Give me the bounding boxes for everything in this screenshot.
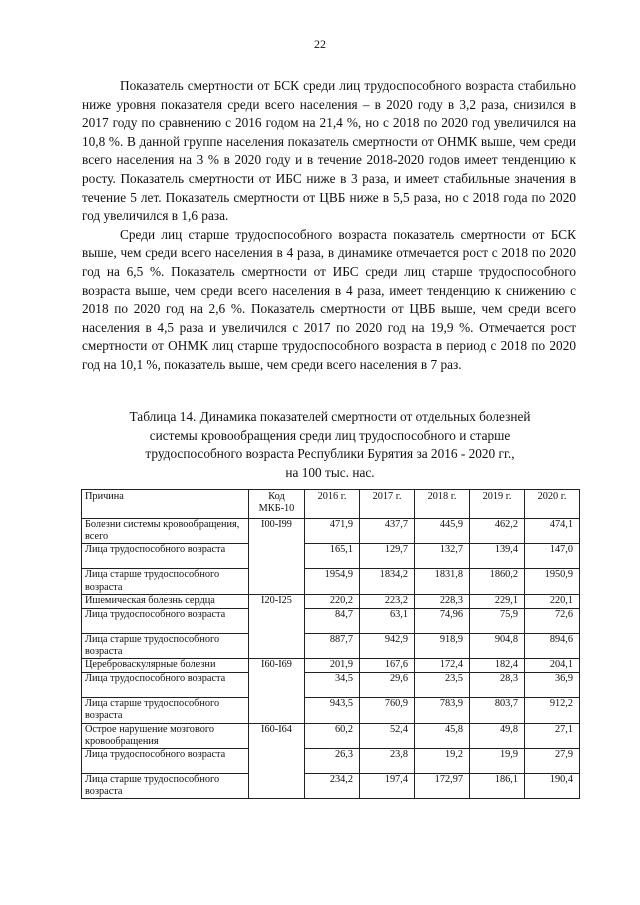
cell-value: 445,9 (415, 519, 470, 544)
table-row (82, 633, 580, 658)
cell-cause: Острое нарушение мозгового кровообращения (82, 723, 249, 748)
cell-value: 1834,2 (360, 569, 415, 594)
page-number: 22 (314, 37, 326, 51)
table-body (82, 519, 580, 799)
paragraph-2: Среди лиц старше трудоспособного возраста показатель смертности от БСК выше, чем среди всего населения в 4 раза, в динамике отмечается рост с 2018 по 2020 год на 6,5 %. Показатель смертности от ИБС среди лиц старше трудоспособного возраста выше, чем среди всего населения в 4 раза, имеет тенденцию к снижению с 2018 по 2020 год на 2,6 %. Показатель смертности от ЦВБ выше, чем среди всего населения в 4,5 раза и увеличился с 2017 по 2020 год на 19,9 %. Отмечается рост смертности от ОНМК лиц старше трудоспособного возраста в период с 2018 по 2020 год на 10,1 %, показатель выше, чем среди всего населения в 7 раз. (82, 226, 576, 372)
cell-icd-code: I60-I69 (249, 659, 305, 723)
cell-value: 462,2 (470, 519, 525, 544)
cell-value: 63,1 (360, 608, 415, 633)
cell-value: 34,5 (305, 673, 360, 698)
cell-value: 437,7 (360, 519, 415, 544)
table-row (82, 544, 580, 569)
header-2018: 2018 г. (415, 490, 470, 519)
cell-value: 201,9 (305, 659, 360, 673)
cell-icd-code: I20-I25 (249, 594, 305, 658)
cell-value: 234,2 (305, 774, 360, 799)
cell-value: 803,7 (470, 698, 525, 723)
cell-value: 165,1 (305, 544, 360, 569)
header-2017: 2017 г. (360, 490, 415, 519)
cell-value: 60,2 (305, 723, 360, 748)
cell-cause: Лица трудоспособного возраста (82, 608, 249, 633)
cell-value: 172,4 (415, 659, 470, 673)
cell-value: 172,97 (415, 774, 470, 799)
cell-value: 918,9 (415, 633, 470, 658)
cell-value: 943,5 (305, 698, 360, 723)
cell-value: 26,3 (305, 749, 360, 774)
paragraph-1: Показатель смертности от БСК среди лиц трудоспособного возраста стабильно ниже уровня показателя среди всего населения – в 2020 году в 3,2 раза, снизился в 2017 году по сравнению с 2016 годом на 21,4 %, но с 2018 по 2020 год увеличился на 10,8 %. В данной группе населения показатель смертности от ОНМК выше, чем среди всего населения на 3 % в 2020 году и в течение 2018-2020 годов имеет тенденцию к росту. Показатель смертности от ИБС ниже в 3 раза, и имеет стабильные значения в течение 5 лет. Показатель смертности от ЦВБ ниже в 5,5 раза, но с 2018 года по 2020 год увеличился в 1,6 раза. (82, 78, 576, 224)
cell-cause: Лица старше трудоспособного возраста (82, 633, 249, 658)
cell-value: 74,96 (415, 608, 470, 633)
cell-value: 23,5 (415, 673, 470, 698)
table-caption (60, 408, 600, 482)
table-row (82, 569, 580, 594)
cell-value: 912,2 (525, 698, 580, 723)
cell-value: 1954,9 (305, 569, 360, 594)
cell-value: 36,9 (525, 673, 580, 698)
table-caption-line: на 100 тыс. нас. (285, 464, 375, 480)
cell-value: 220,1 (525, 594, 580, 608)
table-caption-line: Таблица 14. Динамика показателей смертности от отдельных болезней (129, 409, 531, 424)
cell-value: 27,9 (525, 749, 580, 774)
table-row (82, 673, 580, 698)
cell-value: 186,1 (470, 774, 525, 799)
header-cause: Причина (82, 490, 249, 519)
cell-icd-code: I60-I64 (249, 723, 305, 799)
cell-value: 220,2 (305, 594, 360, 608)
table-row (82, 659, 580, 673)
cell-value: 72,6 (525, 608, 580, 633)
table-row (82, 698, 580, 723)
cell-value: 223,2 (360, 594, 415, 608)
table-row (82, 608, 580, 633)
cell-value: 190,4 (525, 774, 580, 799)
cell-value: 894,6 (525, 633, 580, 658)
cell-value: 887,7 (305, 633, 360, 658)
cell-cause: Лица старше трудоспособного возраста (82, 569, 249, 594)
cell-value: 760,9 (360, 698, 415, 723)
table-caption-line: трудоспособного возраста Республики Бурятия за 2016 - 2020 гг., (145, 446, 515, 462)
cell-cause: Лица трудоспособного возраста (82, 673, 249, 698)
mortality-table (81, 489, 580, 799)
cell-value: 471,9 (305, 519, 360, 544)
cell-value: 49,8 (470, 723, 525, 748)
cell-value: 904,8 (470, 633, 525, 658)
header-code: Код МКБ-10 (249, 490, 305, 519)
cell-value: 942,9 (360, 633, 415, 658)
table-row (82, 723, 580, 748)
cell-icd-code: I00-I99 (249, 519, 305, 595)
cell-value: 19,9 (470, 749, 525, 774)
cell-value: 27,1 (525, 723, 580, 748)
cell-cause: Лица старше трудоспособного возраста (82, 698, 249, 723)
cell-value: 29,6 (360, 673, 415, 698)
cell-value: 139,4 (470, 544, 525, 569)
cell-value: 783,9 (415, 698, 470, 723)
table-row (82, 749, 580, 774)
table-row (82, 774, 580, 799)
body-text (82, 77, 576, 375)
cell-cause: Болезни системы кровообращения, всего (82, 519, 249, 544)
cell-value: 474,1 (525, 519, 580, 544)
cell-value: 228,3 (415, 594, 470, 608)
table-row (82, 594, 580, 608)
cell-cause: Цереброваскулярные болезни (82, 659, 249, 673)
cell-value: 52,4 (360, 723, 415, 748)
cell-cause: Лица трудоспособного возраста (82, 544, 249, 569)
table-header-row (82, 490, 580, 519)
table-caption-line: системы кровообращения среди лиц трудоспособного и старше (149, 427, 511, 443)
cell-value: 204,1 (525, 659, 580, 673)
header-2019: 2019 г. (470, 490, 525, 519)
cell-value: 75,9 (470, 608, 525, 633)
cell-value: 129,7 (360, 544, 415, 569)
cell-value: 84,7 (305, 608, 360, 633)
cell-value: 167,6 (360, 659, 415, 673)
cell-value: 1831,8 (415, 569, 470, 594)
cell-value: 1950,9 (525, 569, 580, 594)
cell-value: 182,4 (470, 659, 525, 673)
cell-value: 197,4 (360, 774, 415, 799)
cell-cause: Лица трудоспособного возраста (82, 749, 249, 774)
cell-cause: Лица старше трудоспособного возраста (82, 774, 249, 799)
header-2020: 2020 г. (525, 490, 580, 519)
cell-value: 132,7 (415, 544, 470, 569)
cell-value: 23,8 (360, 749, 415, 774)
cell-value: 19,2 (415, 749, 470, 774)
cell-value: 28,3 (470, 673, 525, 698)
cell-value: 147,0 (525, 544, 580, 569)
cell-cause: Ишемическая болезнь сердца (82, 594, 249, 608)
cell-value: 229,1 (470, 594, 525, 608)
table-row (82, 519, 580, 544)
cell-value: 1860,2 (470, 569, 525, 594)
cell-value: 45,8 (415, 723, 470, 748)
header-2016: 2016 г. (305, 490, 360, 519)
